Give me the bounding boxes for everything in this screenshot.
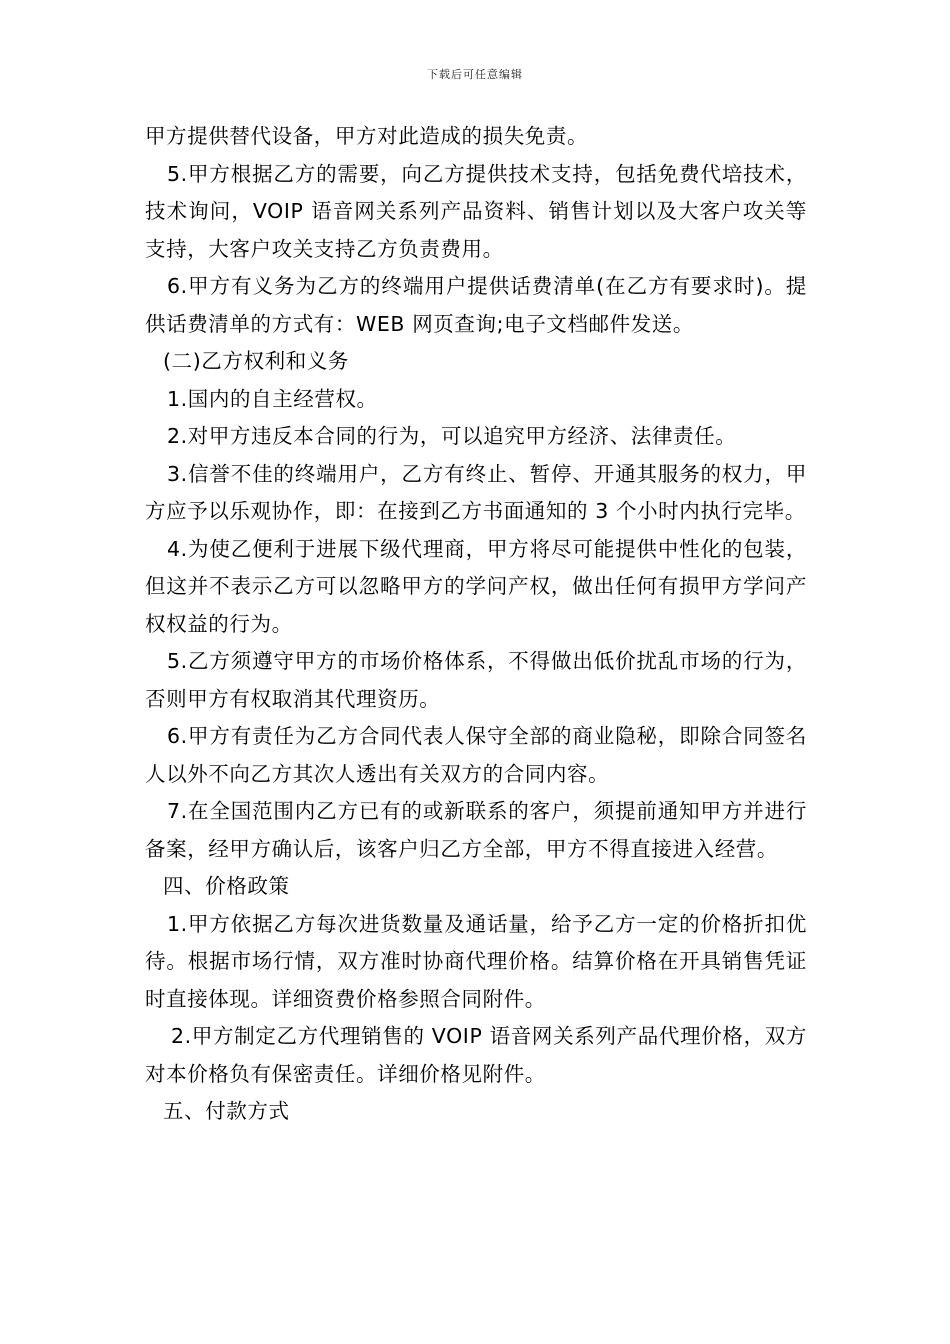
paragraph-item-1-autonomy: 1.国内的自主经营权。 bbox=[167, 386, 378, 411]
paragraph-item-4-packaging: 4.为使乙便利于进展下级代理商，甲方将尽可能提供中性化的包装，但这并不表示乙方可以忽略甲方的学问产权，做出任何有损甲方学问产权权益的行为。 bbox=[145, 536, 807, 636]
paragraph-item-7-customers: 7.在全国范围内乙方已有的或新联系的客户，须提前通知甲方并进行备案，经甲方确认后，该客户归乙方全部，甲方不得直接进入经营。 bbox=[145, 799, 807, 861]
paragraph-item-3-termination: 3.信誉不佳的终端用户，乙方有终止、暂停、开通其服务的权力，甲方应予以乐观协作，即：在接到乙方书面通知的 3 个小时内执行完毕。 bbox=[145, 461, 807, 523]
section-heading-payment-method: 五、付款方式 bbox=[163, 1099, 290, 1123]
section-heading-pricing-policy: 四、价格政策 bbox=[163, 874, 290, 898]
paragraph-item-5-pricing-system: 5.乙方须遵守甲方的市场价格体系，不得做出低价扰乱市场的行为，否则甲方有权取消其代理资历。 bbox=[145, 649, 807, 711]
paragraph-item-6-confidentiality: 6.甲方有责任为乙方合同代表人保守全部的商业隐秘，即除合同签名人以外不向乙方其次人透出有关双方的合同内容。 bbox=[145, 724, 807, 786]
document-body bbox=[145, 118, 807, 1131]
paragraph-item-6-billing: 6.甲方有义务为乙方的终端用户提供话费清单(在乙方有要求时)。提供话费清单的方式有：WEB 网页查询;电子文档邮件发送。 bbox=[145, 274, 807, 336]
section-heading-party-b-rights: (二)乙方权利和义务 bbox=[163, 349, 349, 373]
paragraph-item-2-liability: 2.对甲方违反本合同的行为，可以追究甲方经济、法律责任。 bbox=[167, 424, 737, 448]
paragraph-item-2-agent-price: 2.甲方制定乙方代理销售的 VOIP 语音网关系列产品代理价格，双方对本价格负有保密责任。详细价格见附件。 bbox=[145, 1024, 807, 1086]
paragraph-item-1-discount: 1.甲方依据乙方每次进货数量及通话量，给予乙方一定的价格折扣优待。根据市场行情，双方准时协商代理价格。结算价格在开具销售凭证时直接体现。详细资费价格参照合同附件。 bbox=[145, 911, 807, 1011]
page-header: 下载后可任意编辑 bbox=[427, 68, 523, 81]
paragraph-item-5-support: 5.甲方根据乙方的需要，向乙方提供技术支持，包括免费代培技术，技术询问，VOIP 语音网关系列产品资料、销售计划以及大客户攻关等支持，大客户攻关支持乙方负责费用。 bbox=[145, 161, 807, 261]
paragraph-continuation: 甲方提供替代设备，甲方对此造成的损失免责。 bbox=[145, 124, 589, 148]
